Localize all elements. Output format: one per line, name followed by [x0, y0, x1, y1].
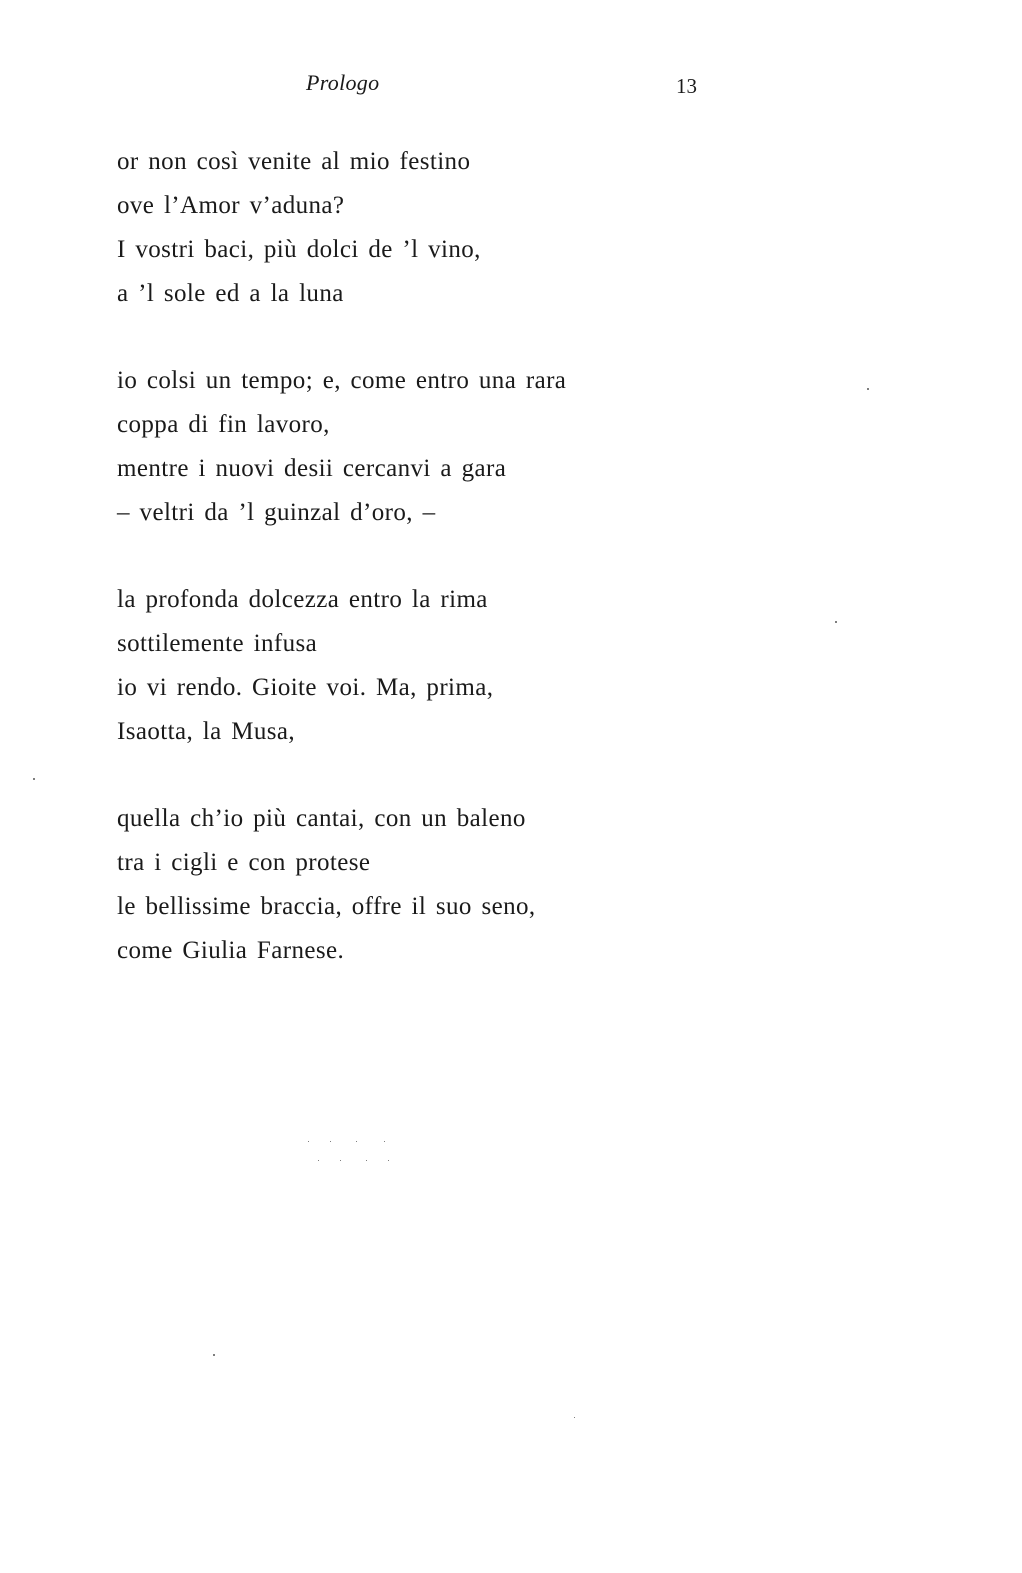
- scan-speck: [33, 778, 35, 780]
- verse-line: la profonda dolcezza entro la rima: [117, 586, 488, 613]
- poem: [117, 140, 817, 1016]
- verse-line: coppa di fin lavoro,: [117, 411, 330, 438]
- verse-line: I vostri baci, più dolci de ’l vino,: [117, 236, 481, 263]
- scan-speck: [308, 1141, 309, 1142]
- stanza-4: [117, 797, 817, 973]
- verse-line: io colsi un tempo; e, come entro una rara: [117, 367, 567, 394]
- scan-speck: [318, 1160, 319, 1161]
- verse-line: sottilemente infusa: [117, 630, 318, 657]
- verse-line: or non così venite al mio festino: [117, 148, 471, 175]
- verse-line: le bellissime braccia, offre il suo seno,: [117, 893, 536, 920]
- scan-speck: [366, 1160, 367, 1161]
- scan-speck: [213, 1354, 215, 1356]
- verse-line: io vi rendo. Gioite voi. Ma, prima,: [117, 674, 494, 701]
- verse-line: Isaotta, la Musa,: [117, 718, 296, 745]
- verse-line: mentre i nuovi desii cercanvi a gara: [117, 455, 507, 482]
- verse-line: ove l’Amor v’aduna?: [117, 192, 345, 219]
- page-number: 13: [676, 74, 697, 98]
- scan-speck: [835, 621, 837, 623]
- scan-speck: [867, 388, 869, 390]
- running-title: Prologo: [306, 70, 380, 95]
- verse-line: tra i cigli e con protese: [117, 849, 371, 876]
- verse-line: come Giulia Farnese.: [117, 937, 345, 964]
- scan-speck: [388, 1160, 389, 1161]
- running-head: [0, 70, 1022, 102]
- scan-speck: [384, 1141, 385, 1142]
- stanza-2: [117, 359, 817, 535]
- verse-line: – veltri da ’l guinzal d’oro, –: [117, 499, 436, 526]
- scan-speck: [574, 1417, 575, 1418]
- verse-line: a ’l sole ed a la luna: [117, 280, 344, 307]
- scan-speck: [340, 1160, 341, 1161]
- stanza-1: [117, 140, 817, 316]
- verse-line: quella ch’io più cantai, con un baleno: [117, 805, 526, 832]
- scan-speck: [330, 1141, 331, 1142]
- stanza-3: [117, 578, 817, 754]
- scan-speck: [356, 1141, 357, 1142]
